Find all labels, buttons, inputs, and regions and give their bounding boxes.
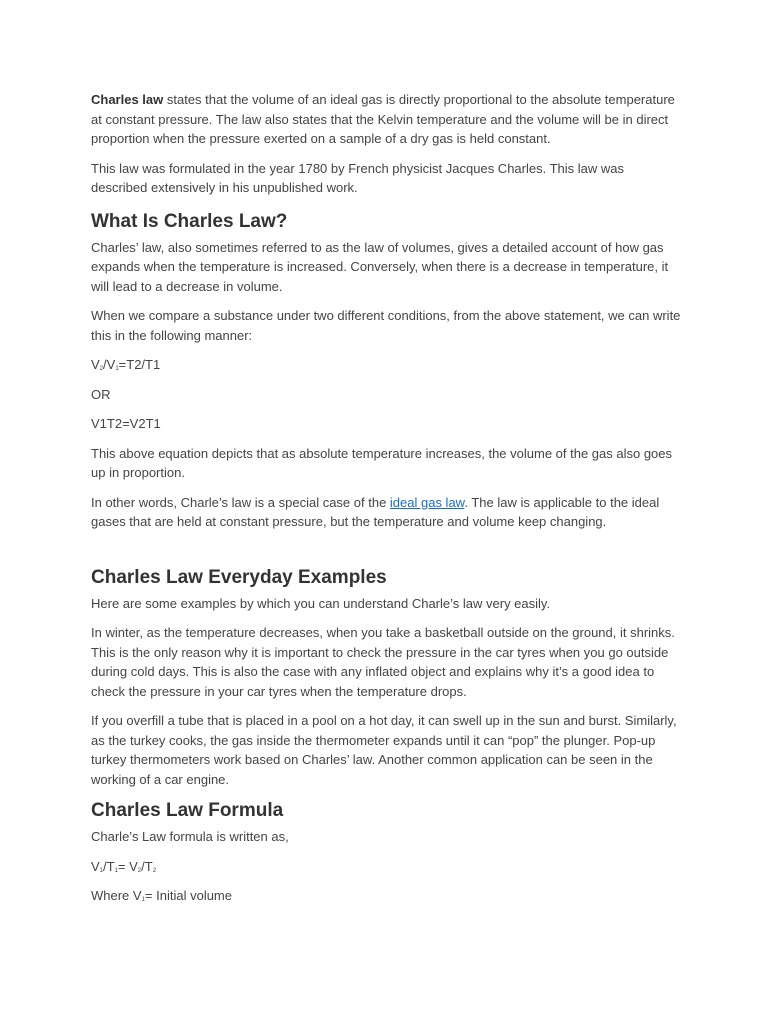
formula-paragraph-1: Charle’s Law formula is written as, bbox=[91, 829, 289, 844]
formula-where-initial-volume: Where $V_1=$ Initial volume bbox=[91, 888, 232, 903]
what-is-paragraph-3: This above equation depicts that as absolute temperature increases, the volume of the gas also goes up in proportion. bbox=[91, 445, 673, 480]
intro-paragraph-1 bbox=[91, 90, 681, 149]
equation-ratio: $V_2/V_1=T2/T1$ bbox=[91, 357, 161, 372]
equation-product: V1T2=V2T1 bbox=[91, 416, 161, 431]
what-is-paragraph-1: Charles’ law, also sometimes referred to as the law of volumes, gives a detailed account of how gas expands when the temperature is increased. Conversely, when there is a decrease in temperature, it will lead to a decrease in volume. bbox=[91, 239, 669, 294]
ideal-gas-law-link[interactable]: ideal gas law bbox=[389, 494, 465, 510]
examples-paragraph-3: If you overfill a tube that is placed in a pool on a hot day, it can swell up in the sun and burst. Similarly, as the turkey cooks, the gas inside the thermometer expands until it can “pop” the plunger. Pop-up turkey thermometers work based on Charles’ law. Another common application can be seen in the working of a car engine. bbox=[91, 713, 677, 787]
examples-paragraph-2: In winter, as the temperature decreases, when you take a basketball outside on the ground, it shrinks. This is the only reason why it is important to check the pressure in the car tyres when you go outside during cold days. This is also the case with any inflated object and explains why it’s a good idea to check the pressure in your car tyres when the temperature drops. bbox=[91, 625, 675, 699]
heading-what-is-charles-law: What Is Charles Law? bbox=[91, 210, 288, 232]
document-page bbox=[91, 90, 681, 916]
intro-paragraph-2: This law was formulated in the year 1780 by French physicist Jacques Charles. This law was described extensively in his unpublished work. bbox=[91, 160, 624, 195]
what-is-paragraph-2: When we compare a substance under two different conditions, from the above statement, we can write this in the following manner: bbox=[91, 308, 681, 343]
heading-charles-law-formula: Charles Law Formula bbox=[91, 800, 284, 821]
formula-equation: $V_1/T_1= V_2/T_2$ bbox=[91, 858, 157, 874]
what-is-paragraph-4: In other words, Charle’s law is a special case of the ideal gas law. The law is applicable to the ideal gases that are held at constant pressure, but the temperature and volume keep changing. bbox=[91, 494, 660, 529]
charles-law-term: Charles law bbox=[91, 92, 164, 107]
equation-or: OR bbox=[91, 386, 111, 402]
examples-paragraph-1: Here are some examples by which you can understand Charle’s law very easily. bbox=[91, 595, 551, 611]
intro-paragraph-1-text: states that the volume of an ideal gas is directly proportional to the absolute temperature at constant pressure. The law also states that the Kelvin temperature and the volume will be in direct proportion when the pressure exerted on a sample of a dry gas is held constant. bbox=[91, 92, 675, 146]
heading-everyday-examples: Charles Law Everyday Examples bbox=[91, 566, 387, 588]
